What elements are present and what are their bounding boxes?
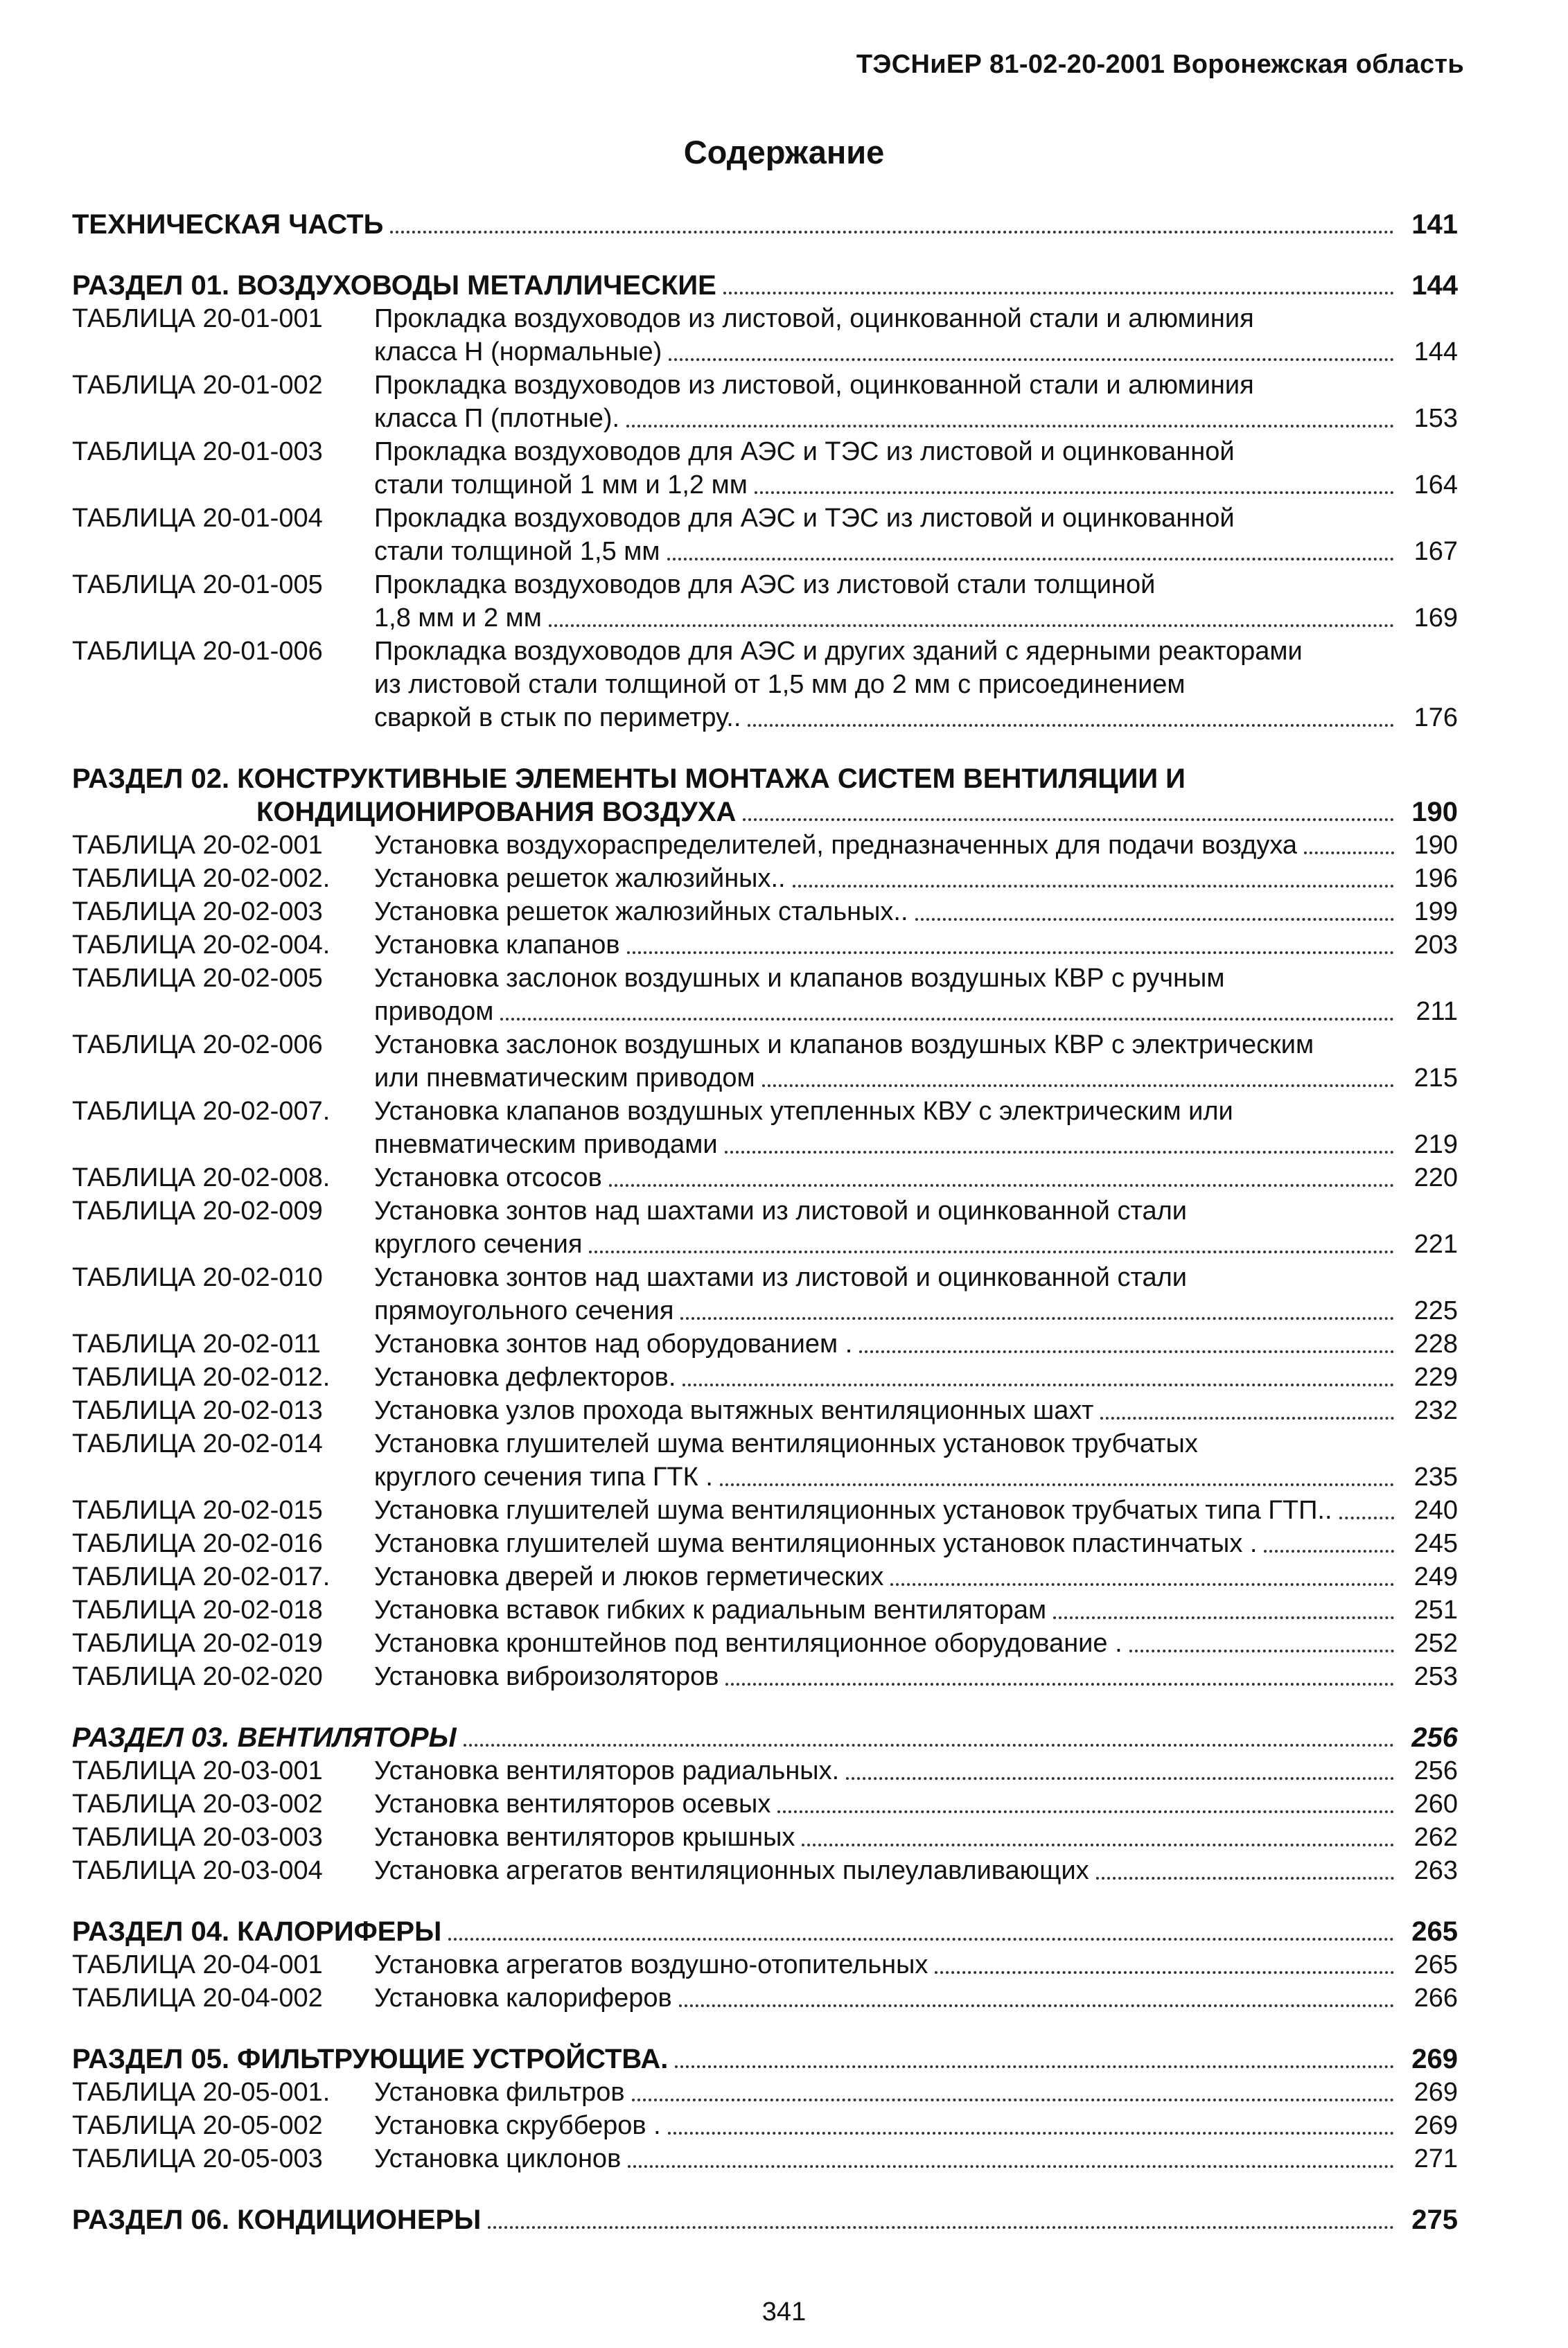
table-entry[interactable] bbox=[72, 1028, 1458, 1095]
table-title: Установка вставок гибких к радиальным вентиляторам bbox=[374, 1596, 1047, 1625]
table-number: ТАБЛИЦА 20-02-019 bbox=[72, 1629, 323, 1658]
entry-last-line[interactable] bbox=[374, 1660, 1458, 1693]
table-entry[interactable] bbox=[72, 1361, 1458, 1394]
dot-leader bbox=[935, 1971, 1394, 1974]
entry-last-line[interactable] bbox=[374, 1228, 1458, 1261]
page-number-ref: 269 bbox=[1411, 2044, 1458, 2074]
table-entry-body bbox=[374, 962, 1458, 1028]
table-number: ТАБЛИЦА 20-01-002 bbox=[72, 371, 323, 400]
table-entry[interactable] bbox=[72, 435, 1458, 502]
section-heading[interactable] bbox=[72, 2203, 1458, 2236]
table-entry-body bbox=[374, 1327, 1458, 1361]
table-number: ТАБЛИЦА 20-02-002. bbox=[72, 864, 331, 893]
table-number: ТАБЛИЦА 20-04-002 bbox=[72, 1984, 323, 2013]
table-title: класса Н (нормальные) bbox=[374, 337, 662, 367]
page-number-ref: 263 bbox=[1413, 1856, 1458, 1885]
table-entry-body bbox=[374, 1627, 1458, 1660]
table-title: Прокладка воздуховодов из листовой, оцинкованной стали и алюминия bbox=[374, 371, 1254, 400]
table-number: ТАБЛИЦА 20-02-007. bbox=[72, 1097, 331, 1126]
section-title: РАЗДЕЛ 06. КОНДИЦИОНЕРЫ bbox=[72, 2205, 482, 2235]
page-title: Содержание bbox=[683, 134, 885, 170]
dot-leader bbox=[667, 558, 1394, 560]
table-number: ТАБЛИЦА 20-01-004 bbox=[72, 504, 323, 533]
table-entry-body bbox=[374, 1981, 1458, 2015]
dot-leader bbox=[626, 425, 1394, 427]
table-entry[interactable] bbox=[72, 502, 1458, 568]
section-heading[interactable] bbox=[72, 795, 1458, 829]
entry-last-line[interactable] bbox=[374, 402, 1458, 435]
dot-leader bbox=[589, 1251, 1394, 1253]
table-title: Установка глушителей шума вентиляционных установок пластинчатых . bbox=[374, 1529, 1258, 1558]
table-title: Установка вентиляторов радиальных. bbox=[374, 1756, 840, 1785]
table-entry-body bbox=[374, 1427, 1458, 1494]
table-entry-body bbox=[374, 1754, 1458, 1788]
entry-last-line[interactable] bbox=[374, 1948, 1458, 1981]
section-title: РАЗДЕЛ 04. КАЛОРИФЕРЫ bbox=[72, 1916, 442, 1947]
table-title: класса П (плотные). bbox=[374, 404, 620, 433]
table-number: ТАБЛИЦА 20-02-011 bbox=[72, 1330, 321, 1359]
section-block bbox=[72, 1915, 1458, 2015]
table-number: ТАБЛИЦА 20-02-004. bbox=[72, 930, 331, 960]
dot-leader bbox=[500, 1018, 1394, 1021]
dot-leader bbox=[627, 951, 1394, 954]
table-entry[interactable] bbox=[72, 2109, 1458, 2142]
page-number-ref: 232 bbox=[1413, 1396, 1458, 1425]
page-number-ref: 203 bbox=[1413, 930, 1458, 960]
table-number: ТАБЛИЦА 20-02-014 bbox=[72, 1429, 323, 1458]
toc-tech-part-label: ТЕХНИЧЕСКАЯ ЧАСТЬ bbox=[72, 209, 384, 240]
table-entry[interactable] bbox=[72, 1788, 1458, 1821]
table-entry[interactable] bbox=[72, 1194, 1458, 1261]
table-entry[interactable] bbox=[72, 1660, 1458, 1693]
table-title: стали толщиной 1 мм и 1,2 мм bbox=[374, 470, 748, 500]
page-number-ref: 275 bbox=[1411, 2205, 1458, 2235]
table-title: Установка скрубберов . bbox=[374, 2111, 661, 2140]
section-block bbox=[72, 762, 1458, 1693]
table-entry-body bbox=[374, 2142, 1458, 2175]
toc-tech-part-page: 141 bbox=[1411, 209, 1458, 240]
entry-last-line[interactable] bbox=[374, 1361, 1458, 1394]
table-entry-body bbox=[374, 1527, 1458, 1560]
page-number-ref: 153 bbox=[1413, 404, 1458, 433]
entry-last-line[interactable] bbox=[374, 1788, 1458, 1821]
table-number: ТАБЛИЦА 20-02-001 bbox=[72, 831, 323, 860]
table-title: Прокладка воздуховодов для АЭС и ТЭС из листовой и оцинкованной bbox=[374, 504, 1235, 533]
entry-last-line[interactable] bbox=[374, 1460, 1458, 1494]
table-number: ТАБЛИЦА 20-03-001 bbox=[72, 1756, 323, 1785]
table-title: Установка клапанов воздушных утепленных КВУ с электрическим или bbox=[374, 1097, 1233, 1126]
dot-leader bbox=[748, 724, 1394, 727]
table-entry[interactable] bbox=[72, 1948, 1458, 1981]
table-entry[interactable] bbox=[72, 1527, 1458, 1560]
table-title: стали толщиной 1,5 мм bbox=[374, 537, 660, 566]
dot-leader bbox=[725, 1683, 1394, 1686]
entry-last-line[interactable] bbox=[374, 1494, 1458, 1527]
table-number: ТАБЛИЦА 20-04-001 bbox=[72, 1950, 323, 1979]
dot-leader bbox=[890, 1583, 1394, 1586]
page-number-ref: 167 bbox=[1413, 537, 1458, 566]
dot-leader bbox=[755, 491, 1394, 494]
entry-last-line[interactable] bbox=[374, 601, 1458, 635]
section-heading[interactable] bbox=[72, 2042, 1458, 2076]
table-title: Установка циклонов bbox=[374, 2144, 622, 2173]
table-number: ТАБЛИЦА 20-02-009 bbox=[72, 1197, 323, 1226]
table-title: пневматическим приводами bbox=[374, 1130, 718, 1159]
table-title: сваркой в стык по периметру.. bbox=[374, 703, 741, 732]
table-title: круглого сечения bbox=[374, 1230, 583, 1259]
table-number: ТАБЛИЦА 20-02-020 bbox=[72, 1662, 323, 1691]
table-title: из листовой стали толщиной от 1,5 мм до 2 мм с присоединением bbox=[374, 670, 1186, 699]
table-entry-body bbox=[374, 829, 1458, 862]
dot-leader bbox=[1264, 1550, 1394, 1553]
entry-last-line[interactable] bbox=[374, 701, 1458, 734]
table-title: Установка агрегатов вентиляционных пылеулавливающих bbox=[374, 1856, 1089, 1885]
entry-last-line[interactable] bbox=[374, 1627, 1458, 1660]
table-title: Установка вентиляторов крышных bbox=[374, 1823, 795, 1852]
page-number-ref: 253 bbox=[1413, 1662, 1458, 1691]
dot-leader bbox=[1339, 1517, 1394, 1519]
table-entry-body bbox=[374, 302, 1458, 369]
entry-last-line[interactable] bbox=[374, 829, 1458, 862]
table-title: Установка решеток жалюзийных.. bbox=[374, 864, 786, 893]
dot-leader bbox=[777, 1810, 1394, 1813]
table-number: ТАБЛИЦА 20-02-003 bbox=[72, 897, 323, 926]
table-entry-body bbox=[374, 895, 1458, 928]
table-entry-body bbox=[374, 1560, 1458, 1594]
table-title: или пневматическим приводом bbox=[374, 1063, 755, 1093]
table-entry[interactable] bbox=[72, 1560, 1458, 1594]
dot-leader bbox=[743, 818, 1394, 821]
entry-last-line[interactable] bbox=[374, 2109, 1458, 2142]
entry-last-line[interactable] bbox=[374, 1527, 1458, 1560]
dot-leader bbox=[609, 1184, 1394, 1187]
entry-last-line[interactable] bbox=[374, 335, 1458, 369]
table-title: Прокладка воздуховодов для АЭС и других зданий с ядерными реакторами bbox=[374, 637, 1303, 666]
table-title: Установка калориферов bbox=[374, 1984, 672, 2013]
page-number-ref: 269 bbox=[1413, 2111, 1458, 2140]
page-number-ref: 256 bbox=[1413, 1756, 1458, 1785]
table-number: ТАБЛИЦА 20-01-001 bbox=[72, 304, 323, 333]
page-number-ref: 256 bbox=[1411, 1722, 1458, 1753]
page-number-ref: 169 bbox=[1413, 603, 1458, 633]
dot-leader bbox=[1304, 851, 1394, 854]
table-entry[interactable] bbox=[72, 2142, 1458, 2175]
entry-last-line[interactable] bbox=[374, 1560, 1458, 1594]
entry-last-line[interactable] bbox=[374, 1394, 1458, 1427]
table-title: Установка вентиляторов осевых bbox=[374, 1790, 771, 1819]
entry-last-line[interactable] bbox=[374, 1128, 1458, 1161]
entry-last-line[interactable] bbox=[374, 1821, 1458, 1854]
dot-leader bbox=[1129, 1650, 1394, 1652]
table-title: Установка дефлекторов. bbox=[374, 1363, 676, 1392]
table-entry[interactable] bbox=[72, 1754, 1458, 1788]
page-number-ref: 225 bbox=[1413, 1296, 1458, 1325]
table-entry[interactable] bbox=[72, 2076, 1458, 2109]
table-number: ТАБЛИЦА 20-01-005 bbox=[72, 570, 323, 599]
dot-leader bbox=[723, 292, 1394, 294]
dot-leader bbox=[1053, 1616, 1394, 1619]
table-entry-body bbox=[374, 1394, 1458, 1427]
table-entry[interactable] bbox=[72, 1981, 1458, 2015]
dot-leader bbox=[680, 1317, 1394, 1320]
entry-last-line[interactable] bbox=[374, 862, 1458, 895]
entry-last-line[interactable] bbox=[374, 1161, 1458, 1194]
table-number: ТАБЛИЦА 20-05-003 bbox=[72, 2144, 323, 2173]
page-number-ref: 196 bbox=[1413, 864, 1458, 893]
section-title: РАЗДЕЛ 01. ВОЗДУХОВОДЫ МЕТАЛЛИЧЕСКИЕ bbox=[72, 270, 716, 301]
table-title: Установка фильтров bbox=[374, 2078, 625, 2107]
page-number-ref: 266 bbox=[1413, 1984, 1458, 2013]
page-number-ref: 260 bbox=[1413, 1790, 1458, 1819]
table-number: ТАБЛИЦА 20-03-002 bbox=[72, 1790, 323, 1819]
entry-last-line[interactable] bbox=[374, 1854, 1458, 1887]
entry-last-line[interactable] bbox=[374, 1294, 1458, 1327]
table-entry[interactable] bbox=[72, 1394, 1458, 1427]
table-number: ТАБЛИЦА 20-05-001. bbox=[72, 2078, 331, 2107]
section-title: РАЗДЕЛ 03. ВЕНТИЛЯТОРЫ bbox=[72, 1722, 457, 1753]
table-entry-body bbox=[374, 1948, 1458, 1981]
table-number: ТАБЛИЦА 20-05-002 bbox=[72, 2111, 323, 2140]
table-title: Установка воздухораспределителей, предназначенных для подачи воздуха bbox=[374, 831, 1298, 860]
entry-last-line[interactable] bbox=[374, 928, 1458, 962]
table-number: ТАБЛИЦА 20-02-012. bbox=[72, 1363, 331, 1392]
section-block bbox=[72, 2203, 1458, 2236]
page-number-ref: 211 bbox=[1416, 997, 1458, 1026]
table-number: ТАБЛИЦА 20-02-010 bbox=[72, 1263, 323, 1292]
dot-leader bbox=[668, 2132, 1394, 2135]
table-entry[interactable] bbox=[72, 962, 1458, 1028]
page-number-ref: 271 bbox=[1413, 2144, 1458, 2173]
table-entry[interactable] bbox=[72, 635, 1458, 734]
table-title: Установка зонтов над шахтами из листовой и оцинкованной стали bbox=[374, 1197, 1187, 1226]
table-title: Установка глушителей шума вентиляционных установок трубчатых типа ГТП.. bbox=[374, 1496, 1332, 1525]
page-number-ref: 164 bbox=[1413, 470, 1458, 500]
table-title: Установка решеток жалюзийных стальных.. bbox=[374, 897, 908, 926]
page-number-ref: 252 bbox=[1413, 1629, 1458, 1658]
table-of-contents bbox=[72, 208, 1458, 2236]
table-title: Прокладка воздуховодов для АЭС и ТЭС из листовой и оцинкованной bbox=[374, 437, 1235, 466]
page-number-ref: 199 bbox=[1413, 897, 1458, 926]
dot-leader bbox=[1100, 1417, 1394, 1420]
section-block bbox=[72, 2042, 1458, 2175]
table-title: круглого сечения типа ГТК . bbox=[374, 1463, 713, 1492]
table-entry[interactable] bbox=[72, 862, 1458, 895]
dot-leader bbox=[682, 1384, 1394, 1386]
page-number-ref: 176 bbox=[1413, 703, 1458, 732]
table-title: Установка отсосов bbox=[374, 1163, 602, 1192]
dot-leader bbox=[679, 2004, 1394, 2007]
dot-leader bbox=[390, 231, 1394, 233]
dot-leader bbox=[725, 1151, 1394, 1154]
table-title: Установка зонтов над шахтами из листовой и оцинкованной стали bbox=[374, 1263, 1187, 1292]
page-number-ref: 228 bbox=[1413, 1330, 1458, 1359]
table-title: Установка клапанов bbox=[374, 930, 620, 960]
page-number-ref: 229 bbox=[1413, 1363, 1458, 1392]
table-number: ТАБЛИЦА 20-03-003 bbox=[72, 1823, 323, 1852]
dot-leader bbox=[1096, 1877, 1394, 1880]
entry-last-line[interactable] bbox=[374, 2076, 1458, 2109]
table-entry[interactable] bbox=[72, 1854, 1458, 1887]
table-entry-body bbox=[374, 1788, 1458, 1821]
dot-leader bbox=[464, 1744, 1394, 1747]
table-entry-body bbox=[374, 1594, 1458, 1627]
table-entry[interactable] bbox=[72, 829, 1458, 862]
entry-last-line[interactable] bbox=[374, 535, 1458, 568]
page-number-ref: 265 bbox=[1413, 1950, 1458, 1979]
dot-leader bbox=[675, 2065, 1394, 2068]
table-entry-body bbox=[374, 635, 1458, 734]
page-number-ref: 262 bbox=[1413, 1823, 1458, 1852]
table-entry-body bbox=[374, 2109, 1458, 2142]
running-header: ТЭСНиЕР 81-02-20-2001 Воронежская область bbox=[856, 50, 1464, 79]
table-number: ТАБЛИЦА 20-02-005 bbox=[72, 964, 323, 993]
table-entry[interactable] bbox=[72, 1095, 1458, 1161]
table-entry[interactable] bbox=[72, 1327, 1458, 1361]
page-number-ref: 190 bbox=[1411, 797, 1458, 827]
table-entry-body bbox=[374, 1161, 1458, 1194]
table-entry[interactable] bbox=[72, 369, 1458, 435]
section-block bbox=[72, 269, 1458, 734]
page-number-ref: 219 bbox=[1413, 1130, 1458, 1159]
section-title: РАЗДЕЛ 05. ФИЛЬТРУЮЩИЕ УСТРОЙСТВА. bbox=[72, 2044, 669, 2074]
table-number: ТАБЛИЦА 20-02-006 bbox=[72, 1030, 323, 1059]
table-number: ТАБЛИЦА 20-02-017. bbox=[72, 1562, 331, 1591]
page-number: 341 bbox=[761, 2297, 807, 2327]
table-entry[interactable] bbox=[72, 568, 1458, 635]
page-number-ref: 190 bbox=[1413, 831, 1458, 860]
page-number-ref: 240 bbox=[1413, 1496, 1458, 1525]
section-block bbox=[72, 1721, 1458, 1887]
table-title: Установка заслонок воздушных и клапанов воздушных КВР с ручным bbox=[374, 964, 1225, 993]
table-entry[interactable] bbox=[72, 302, 1458, 369]
dot-leader bbox=[802, 1844, 1394, 1846]
table-entry[interactable] bbox=[72, 1494, 1458, 1527]
table-entry[interactable] bbox=[72, 1821, 1458, 1854]
entry-last-line[interactable] bbox=[374, 895, 1458, 928]
table-entry[interactable] bbox=[72, 928, 1458, 962]
table-title: прямоугольного сечения bbox=[374, 1296, 674, 1325]
page-number-ref: 221 bbox=[1413, 1230, 1458, 1259]
table-entry-body bbox=[374, 1095, 1458, 1161]
table-entry-body bbox=[374, 928, 1458, 962]
table-entry-body bbox=[374, 1494, 1458, 1527]
page-number-ref: 249 bbox=[1413, 1562, 1458, 1591]
table-number: ТАБЛИЦА 20-02-008. bbox=[72, 1163, 331, 1192]
dot-leader bbox=[859, 1350, 1394, 1353]
section-title: РАЗДЕЛ 02. КОНСТРУКТИВНЫЕ ЭЛЕМЕНТЫ МОНТАЖА СИСТЕМ ВЕНТИЛЯЦИИ И bbox=[72, 763, 1186, 794]
table-entry[interactable] bbox=[72, 1261, 1458, 1327]
dot-leader bbox=[488, 2226, 1394, 2229]
section-heading[interactable] bbox=[72, 1915, 1458, 1948]
table-title: Установка узлов прохода вытяжных вентиляционных шахт bbox=[374, 1396, 1094, 1425]
table-entry-body bbox=[374, 1854, 1458, 1887]
table-entry-body bbox=[374, 2076, 1458, 2109]
dot-leader bbox=[628, 2165, 1394, 2168]
table-entry-body bbox=[374, 1194, 1458, 1261]
page-number-ref: 215 bbox=[1413, 1063, 1458, 1093]
page-number-ref: 265 bbox=[1411, 1916, 1458, 1947]
page-number-ref: 251 bbox=[1413, 1596, 1458, 1625]
page-number-ref: 235 bbox=[1413, 1463, 1458, 1492]
table-entry[interactable] bbox=[72, 1427, 1458, 1494]
table-title: Установка агрегатов воздушно-отопительных bbox=[374, 1950, 928, 1979]
table-number: ТАБЛИЦА 20-02-016 bbox=[72, 1529, 323, 1558]
section-heading[interactable] bbox=[72, 269, 1458, 302]
table-title: приводом bbox=[374, 997, 494, 1026]
table-number: ТАБЛИЦА 20-02-015 bbox=[72, 1496, 323, 1525]
dot-leader bbox=[632, 2099, 1394, 2101]
table-title: Прокладка воздуховодов для АЭС из листовой стали толщиной bbox=[374, 570, 1156, 599]
entry-last-line[interactable] bbox=[374, 1754, 1458, 1788]
table-number: ТАБЛИЦА 20-03-004 bbox=[72, 1856, 323, 1885]
table-entry-body bbox=[374, 1660, 1458, 1693]
section-heading[interactable] bbox=[72, 1721, 1458, 1754]
dot-leader bbox=[762, 1084, 1394, 1087]
table-title: Прокладка воздуховодов из листовой, оцинкованной стали и алюминия bbox=[374, 304, 1254, 333]
section-title: КОНДИЦИОНИРОВАНИЯ ВОЗДУХА bbox=[256, 797, 737, 827]
table-title: 1,8 мм и 2 мм bbox=[374, 603, 542, 633]
table-entry-body bbox=[374, 502, 1458, 568]
table-number: ТАБЛИЦА 20-01-006 bbox=[72, 637, 323, 666]
page-number-ref: 269 bbox=[1413, 2078, 1458, 2107]
table-number: ТАБЛИЦА 20-02-018 bbox=[72, 1596, 323, 1625]
toc-tech-part[interactable] bbox=[72, 208, 1458, 241]
entry-last-line[interactable] bbox=[374, 1061, 1458, 1095]
page-number-ref: 144 bbox=[1413, 337, 1458, 367]
table-title: Установка зонтов над оборудованием . bbox=[374, 1330, 853, 1359]
dot-leader bbox=[846, 1777, 1394, 1780]
page-number-ref: 144 bbox=[1411, 270, 1458, 301]
table-entry-body bbox=[374, 369, 1458, 435]
table-entry[interactable] bbox=[72, 1161, 1458, 1194]
table-title: Установка заслонок воздушных и клапанов воздушных КВР с электрическим bbox=[374, 1030, 1314, 1059]
dot-leader bbox=[669, 358, 1394, 361]
table-entry[interactable] bbox=[72, 895, 1458, 928]
dot-leader bbox=[720, 1483, 1394, 1486]
entry-last-line[interactable] bbox=[374, 468, 1458, 502]
table-entry-body bbox=[374, 1028, 1458, 1095]
dot-leader bbox=[793, 885, 1394, 888]
entry-last-line[interactable] bbox=[374, 2142, 1458, 2175]
table-entry-body bbox=[374, 862, 1458, 895]
table-title: Установка глушителей шума вентиляционных установок трубчатых bbox=[374, 1429, 1198, 1458]
table-entry-body bbox=[374, 1821, 1458, 1854]
table-entry[interactable] bbox=[72, 1594, 1458, 1627]
table-title: Установка виброизоляторов bbox=[374, 1662, 719, 1691]
entry-last-line[interactable] bbox=[374, 1981, 1458, 2015]
table-entry[interactable] bbox=[72, 1627, 1458, 1660]
table-number: ТАБЛИЦА 20-02-013 bbox=[72, 1396, 323, 1425]
entry-last-line[interactable] bbox=[374, 1594, 1458, 1627]
table-entry-body bbox=[374, 1261, 1458, 1327]
dot-leader bbox=[915, 918, 1394, 921]
page-number-ref: 220 bbox=[1413, 1163, 1458, 1192]
table-entry-body bbox=[374, 568, 1458, 635]
table-title: Установка кронштейнов под вентиляционное оборудование . bbox=[374, 1629, 1122, 1658]
table-title: Установка дверей и люков герметических bbox=[374, 1562, 884, 1591]
table-entry-body bbox=[374, 1361, 1458, 1394]
page-number-ref: 245 bbox=[1413, 1529, 1458, 1558]
table-entry-body bbox=[374, 435, 1458, 502]
dot-leader bbox=[448, 1938, 1394, 1941]
table-number: ТАБЛИЦА 20-01-003 bbox=[72, 437, 323, 466]
dot-leader bbox=[549, 624, 1394, 627]
entry-last-line[interactable] bbox=[374, 1327, 1458, 1361]
entry-last-line[interactable] bbox=[374, 995, 1458, 1028]
